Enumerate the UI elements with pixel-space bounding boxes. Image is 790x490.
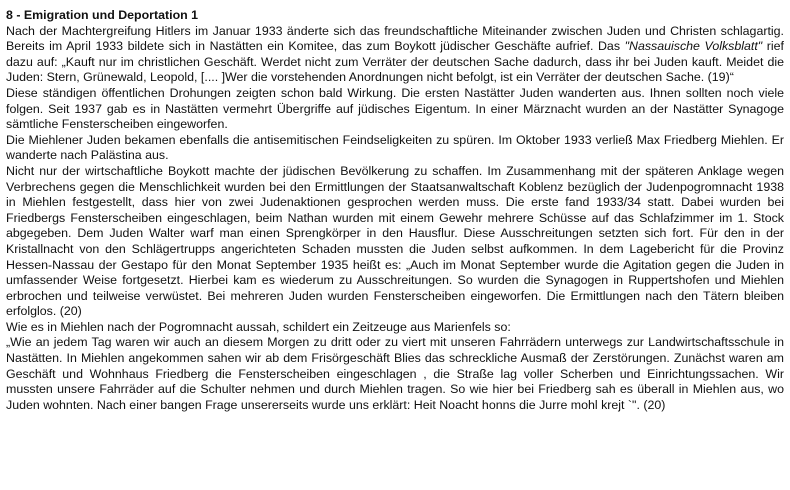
paragraph-investigations: Nicht nur der wirtschaftliche Boykott machte der jüdischen Bevölkerung zu schaffen. Im Zusammenhang mit der späteren Anklage wegen Verbrechens gegen die Menschlichkeit wurden bei den Ermittlungen der Staatsanwaltschaft Koblenz bezüglich der Judenpogromnacht 1938 in Miehlen festgestellt, dass hier von zwei Judenaktionen gesprochen werden muss. Die erste fand 1933/34 statt. Dabei wurden bei Friedbergs Fensterscheiben eingeschlagen, beim Nathan wurden mit einem Gewehr mehrere Schüsse auf das Schlafzimmer im 1. Stock abgegeben. Dem Juden Walter warf man einen Sprengkörper in den Hausflur. Diese Ausschreitungen setzten sich fort. Für den in der Kristallnacht von den Schlägertrupps angerichteten Schaden mussten die Juden selbst aufkommen. In dem Lagebericht für die Provinz Hessen-Nassau der Gestapo für den Monat September 1935 heißt es: „Auch im Monat September wurde die Agitation gegen die Juden in umfassender Weise fortgesetzt. Hierbei kam es wiederum zu Ausschreitungen. So wurden die Synagogen in Ruppertshofen und Miehlen erbrochen und teilweise verwüstet. Bei mehreren Juden wurden Fensterscheiben eingeworfen. Die Ermittlungen nach den Tätern bleiben erfolglos. (20) <box>6 163 784 319</box>
paragraph-boycott-text-b: rief dazu auf: „Kauft nur im christlichen Geschäft. Werdet nicht zum Verräter der deutschen Sache dadurch, dass ihr bei Juden kauft. Meidet die Juden: Stern, Grünewald, Leopold, [.... ]Wer die vorstehenden Anordnungen nicht befolgt, ist ein Verräter der deutschen Sache. (19)“ <box>6 39 785 85</box>
newspaper-name: "Nassauische Volksblatt" <box>624 39 763 54</box>
paragraph-witness-intro: Wie es in Miehlen nach der Pogromnacht aussah, schildert ein Zeitzeuge aus Marienfels so: <box>6 319 511 334</box>
paragraph-boycott <box>6 24 784 86</box>
paragraph-boycott-text-a: Nach der Machtergreifung Hitlers im Januar 1933 änderte sich das freundschaftliche Miteinander zwischen Juden und Christen schlagartig. Bereits im April 1933 bildete sich in Nastätten ein Komitee, das zum Boykott jüdischer Geschäfte aufrief. Das <box>6 23 784 54</box>
paragraph-threats: Diese ständigen öffentlichen Drohungen zeigten schon bald Wirkung. Die ersten Nastätter Juden wanderten aus. Ihnen sollten noch viele folgen. Seit 1937 gab es in Nastätten vermehrt Übergriffe auf jüdisches Eigentum. In einer Märznacht wurden an der Nastätter Synagoge sämtliche Fensterscheiben eingeworfen. <box>6 85 784 132</box>
section-title: 8 - Emigration und Deportation 1 <box>6 8 199 22</box>
document-page <box>6 8 784 413</box>
paragraph-witness-quote: „Wie an jedem Tag waren wir auch an diesem Morgen zu dritt oder zu viert mit unseren Fahrrädern unterwegs zur Landwirtschaftsschule in Nastätten. In Miehlen angekommen sahen wir ab dem Frisörgeschäft Blies das schreckliche Ausmaß der Zerstörungen. Zunächst waren am Geschäft und Wohnhaus Friedberg die Fensterscheiben eingeschlagen , die Straße lag voller Scherben und Einrichtungssachen. Wir mussten unsere Fahrräder auf die Schulter nehmen und durch Miehlen tragen. So wie hier bei Friedberg sah es überall in Miehlen aus, wo Juden wohnten. Nach einer bangen Frage unsererseits wurde uns erklärt: Heit Noacht honns die Jurre mohl krejt `". (20) <box>6 335 784 412</box>
paragraph-miehlen-jews: Die Miehlener Juden bekamen ebenfalls die antisemitischen Feindseligkeiten zu spüren. Im Oktober 1933 verließ Max Friedberg Miehlen. Er wanderte nach Palästina aus. <box>6 132 784 163</box>
